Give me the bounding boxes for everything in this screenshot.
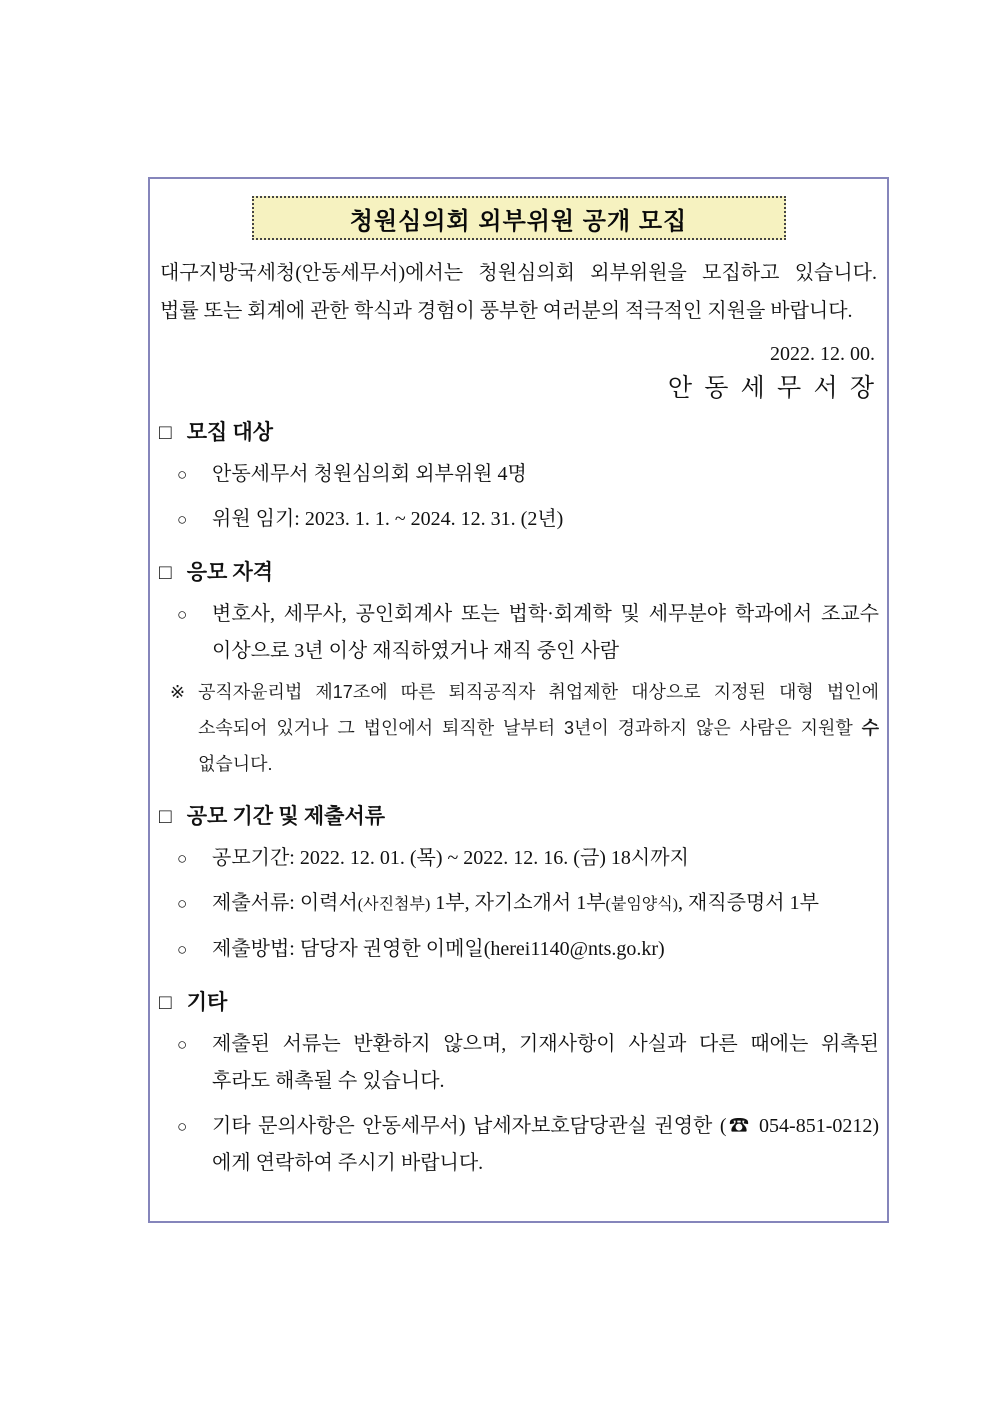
list-item-text: 위원 임기: 2023. 1. 1. ~ 2024. 12. 31. (2년) [212,508,564,530]
square-bullet-icon: □ [159,560,172,584]
list-item [158,885,879,923]
list-item-text: 제출된 서류는 반환하지 않으며, 기재사항이 사실과 다른 때에는 위촉된 후라도 해촉될 수 있습니다. [212,1033,879,1092]
section-eligibility [158,556,879,782]
section-title-text: 모집 대상 [186,420,274,444]
section-recruitment-target [158,416,879,538]
section-title-text: 응모 자격 [186,560,274,584]
reference-mark-icon: ※ [170,682,186,702]
square-bullet-icon: □ [159,420,172,444]
list-item [158,1026,879,1100]
section-title-row [159,416,879,448]
section-title-row [159,986,879,1018]
signature-line: 안 동 세 무 서 장 [667,375,877,402]
document-title: 청원심의회 외부위원 공개 모집 [349,207,688,235]
circle-bullet-icon: ○ [177,1035,188,1054]
list-item [158,456,879,493]
list-item [158,1108,879,1182]
list-item [158,931,879,968]
circle-bullet-icon: ○ [177,940,188,959]
contact-text [212,1108,879,1182]
doc-part: 1부, 자기소개서 1부 [430,892,606,914]
section-period-and-documents [158,800,879,968]
restriction-note [158,674,879,782]
list-item [158,501,879,538]
list-item-text: 공모기간: 2022. 12. 01. (목) ~ 2022. 12. 16. (금) 18시까지 [212,847,689,869]
contact-part: 기타 문의사항은 안동세무서) 납세자보호담당관실 권영한 ( [212,1115,727,1137]
title-box [252,196,786,240]
notice-document [148,177,889,1223]
doc-part: , 재직증명서 1부 [678,892,819,914]
note-part: 공직자윤리법 제17조에 따른 퇴직공직자 취업제한 대상으로 지정된 대형 법인에 소속되어 있거나 그 법인에서 퇴직한 날부터 3년이 경과하지 않은 사람은 지원할 [198,682,879,738]
intro-paragraph: 대구지방국세청(안동세무서)에서는 청원심의회 외부위원을 모집하고 있습니다. 법률 또는 회계에 관한 학식과 경험이 풍부한 여러분의 적극적인 지원을 바랍니다. [160,262,877,322]
section-etc [158,986,879,1182]
section-title-text: 기타 [186,990,228,1014]
circle-bullet-icon: ○ [177,465,188,484]
contact-part: 054-851-0212)에게 연락하여 주시기 바랍니다. [212,1115,880,1174]
note-part-bold: 수 [861,718,879,738]
list-item-text: 변호사, 세무사, 공인회계사 또는 법학·회계학 및 세무분야 학과에서 조교수 이상으로 3년 이상 재직하였거나 재직 중인 사람 [212,603,879,662]
restriction-note-text [198,674,879,782]
doc-part-small: (붙임양식) [605,896,679,913]
circle-bullet-icon: ○ [177,894,188,913]
square-bullet-icon: □ [159,990,172,1014]
section-title-row [159,556,879,588]
note-part: 없습니다. [198,754,273,774]
circle-bullet-icon: ○ [177,510,188,529]
circle-bullet-icon: ○ [177,849,188,868]
list-item [158,840,879,877]
doc-part: 제출서류: 이력서 [212,892,358,914]
circle-bullet-icon: ○ [177,1117,188,1136]
date-line: 2022. 12. 00. [770,343,875,365]
section-title-text: 공모 기간 및 제출서류 [186,804,386,828]
list-item-text: 안동세무서 청원심의회 외부위원 4명 [212,463,527,485]
phone-icon: ☎ [726,1115,752,1137]
circle-bullet-icon: ○ [177,605,188,624]
list-item-text [212,885,879,923]
list-item-text: 제출방법: 담당자 권영한 이메일(herei1140@nts.go.kr) [212,938,665,960]
square-bullet-icon: □ [159,804,172,828]
section-title-row [159,800,879,832]
list-item [158,596,879,670]
doc-part-small: (사진첨부) [357,896,431,913]
